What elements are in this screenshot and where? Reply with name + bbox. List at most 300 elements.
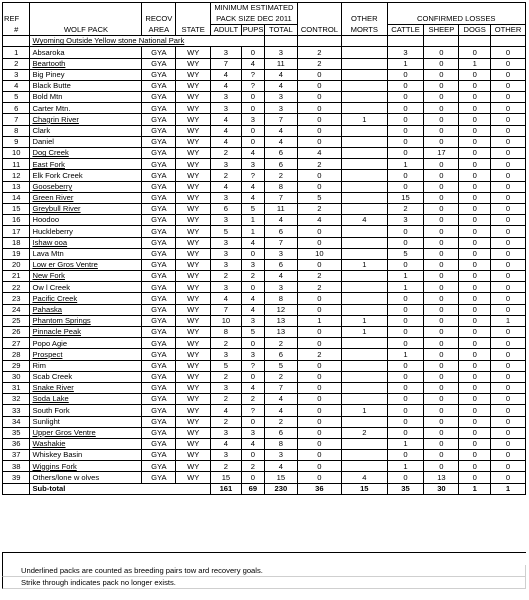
subtotal-dogs: 1	[459, 483, 491, 494]
area-cell-text: GYA	[151, 249, 167, 259]
pack-name-cell-text: New Fork	[32, 271, 65, 281]
area-cell-text: GYA	[151, 58, 167, 68]
cattle-cell-text: 0	[403, 327, 408, 337]
subtotal-total: 230	[264, 483, 297, 494]
sheep-cell	[424, 226, 459, 237]
adult-cell-text: 3	[223, 193, 229, 203]
control-cell	[297, 282, 341, 293]
pack-name-cell-text: Carter Mtn.	[32, 103, 71, 113]
total-cell-text: 4	[278, 70, 283, 80]
state-cell-text: WY	[187, 394, 200, 404]
pups-cell-text: 5	[250, 327, 255, 337]
other-cell-text: 0	[505, 137, 511, 147]
state-cell-text: WY	[187, 450, 200, 460]
pups-cell-text: ?	[250, 170, 255, 180]
ref-cell-text: 3	[14, 70, 19, 80]
ref-cell	[3, 237, 30, 248]
sheep-cell-text: 0	[439, 47, 444, 57]
dogs-cell	[459, 394, 491, 405]
ref-cell-text: 16	[12, 215, 21, 225]
sheep-cell	[424, 438, 459, 449]
dogs-cell-text: 0	[472, 181, 477, 191]
total-cell	[264, 371, 297, 382]
pack-name-cell-text: Elk Fork Creek	[32, 170, 83, 180]
ref-cell	[3, 69, 30, 80]
pack-name-cell	[30, 394, 142, 405]
total-cell-text: 13	[276, 327, 286, 337]
morts-cell	[342, 371, 387, 382]
pups-cell	[241, 293, 264, 304]
dogs-cell-text: 0	[472, 282, 477, 292]
table-row	[3, 58, 526, 69]
total-cell	[264, 125, 297, 136]
control-cell-text: 0	[317, 293, 322, 303]
cattle-cell	[387, 58, 424, 69]
ref-cell	[3, 438, 30, 449]
pups-cell-text: ?	[250, 405, 255, 415]
other-loss-header: OTHER	[491, 24, 526, 35]
pack-name-cell-text: Snake River	[32, 383, 74, 393]
pack-name-cell-text: Chagrin River	[32, 114, 79, 124]
total-cell	[264, 92, 297, 103]
table-row	[3, 237, 526, 248]
pups-cell	[241, 192, 264, 203]
ref-cell	[3, 203, 30, 214]
other-cell	[491, 349, 526, 360]
ref-cell	[3, 136, 30, 147]
state-header: STATE	[176, 24, 211, 35]
pups-cell-text: 3	[250, 159, 255, 169]
state-cell	[176, 416, 211, 427]
control-cell-text: 0	[317, 394, 322, 404]
area-cell-text: GYA	[151, 215, 167, 225]
cattle-cell-text: 0	[403, 428, 408, 438]
adult-cell-text: 7	[223, 58, 229, 68]
dogs-cell-text: 0	[472, 226, 477, 236]
ref-cell-text: 17	[12, 226, 21, 236]
state-cell-text: WY	[187, 405, 200, 415]
state-cell	[176, 394, 211, 405]
sheep-cell	[424, 293, 459, 304]
dogs-cell	[459, 427, 491, 438]
total-cell	[264, 203, 297, 214]
adult-cell-text: 3	[223, 159, 229, 169]
control-cell-text: 0	[317, 383, 322, 393]
ref-cell	[3, 349, 30, 360]
area-cell	[142, 382, 176, 393]
sheep-cell-text: 0	[439, 439, 444, 449]
other-cell	[491, 461, 526, 472]
table-row	[3, 248, 526, 259]
sheep-cell-text: 0	[439, 103, 444, 113]
sheep-cell	[424, 92, 459, 103]
dogs-cell	[459, 170, 491, 181]
cattle-cell-text: 1	[403, 349, 408, 359]
pack-name-cell-text: Big Piney	[32, 70, 65, 80]
adult-cell-text: 2	[223, 148, 229, 158]
adult-cell-text: 8	[223, 327, 229, 337]
total-cell-text: 7	[278, 114, 283, 124]
sheep-cell	[424, 327, 459, 338]
adult-cell	[211, 80, 242, 91]
adult-cell	[211, 293, 242, 304]
sheep-cell-text: 0	[439, 383, 444, 393]
ref-cell	[3, 80, 30, 91]
dogs-cell-text: 0	[472, 338, 477, 348]
pack-name-cell-text: South Fork	[32, 405, 70, 415]
area-cell-text: GYA	[151, 137, 167, 147]
other-cell	[491, 248, 526, 259]
control-cell	[297, 215, 341, 226]
morts-cell	[342, 259, 387, 270]
morts-cell	[342, 416, 387, 427]
cattle-cell	[387, 338, 424, 349]
pack-name-cell-text: Pahaska	[32, 304, 63, 314]
area-cell	[142, 181, 176, 192]
dogs-cell	[459, 450, 491, 461]
morts-cell	[342, 237, 387, 248]
state-cell-text: WY	[187, 103, 200, 113]
other-cell	[491, 181, 526, 192]
pack-name-cell	[30, 304, 142, 315]
control-cell-text: 2	[317, 47, 322, 57]
morts-cell	[342, 438, 387, 449]
state-cell-text: WY	[187, 349, 200, 359]
area-cell	[142, 136, 176, 147]
morts-cell	[342, 427, 387, 438]
state-cell	[176, 237, 211, 248]
total-cell-text: 4	[278, 394, 283, 404]
dogs-cell	[459, 103, 491, 114]
pack-name-cell	[30, 461, 142, 472]
table-row	[3, 80, 526, 91]
state-cell-text: WY	[187, 360, 200, 370]
ref-cell	[3, 114, 30, 125]
other-cell-text: 0	[505, 125, 511, 135]
pups-header: PUPS	[242, 25, 264, 35]
pups-cell	[241, 394, 264, 405]
total-cell	[264, 170, 297, 181]
sheep-cell-text: 0	[439, 327, 444, 337]
dogs-cell-text: 0	[472, 316, 477, 326]
other-cell	[491, 80, 526, 91]
control-cell-text: 2	[317, 282, 322, 292]
pups-cell	[241, 382, 264, 393]
pups-cell-text: 0	[250, 47, 255, 57]
adult-cell	[211, 327, 242, 338]
table-row	[3, 382, 526, 393]
state-cell	[176, 92, 211, 103]
sheep-cell	[424, 125, 459, 136]
adult-cell	[211, 304, 242, 315]
other-cell-text: 0	[505, 450, 511, 460]
other-cell	[491, 438, 526, 449]
control-cell-text: 0	[317, 103, 322, 113]
other-cell	[491, 416, 526, 427]
ref-cell	[3, 215, 30, 226]
morts-cell	[342, 215, 387, 226]
total-cell	[264, 69, 297, 80]
total-cell-text: 3	[278, 282, 283, 292]
cattle-cell	[387, 181, 424, 192]
control-cell	[297, 181, 341, 192]
other-cell-text: 0	[505, 260, 511, 270]
sheep-cell	[424, 405, 459, 416]
dogs-cell-text: 0	[472, 360, 477, 370]
sheep-cell	[424, 215, 459, 226]
dogs-cell-text: 0	[472, 349, 477, 359]
adult-cell-text: 2	[223, 271, 229, 281]
area-cell-text: GYA	[151, 47, 167, 57]
pups-cell	[241, 360, 264, 371]
state-cell-text: WY	[187, 327, 200, 337]
pups-cell	[241, 92, 264, 103]
pack-name-cell-text: Phantom Springs	[32, 316, 91, 326]
pack-name-cell-text: Soda Lake	[32, 394, 69, 404]
dogs-cell-text: 0	[472, 70, 477, 80]
other-cell-text: 0	[505, 81, 511, 91]
sheep-cell	[424, 461, 459, 472]
dogs-cell-text: 0	[472, 125, 477, 135]
pups-cell-text: 0	[250, 249, 255, 259]
pack-name-cell	[30, 237, 142, 248]
table-row	[3, 416, 526, 427]
other-cell	[491, 382, 526, 393]
cattle-cell-text: 15	[401, 193, 410, 203]
adult-cell	[211, 371, 242, 382]
cattle-cell-text: 0	[403, 450, 408, 460]
cattle-header: CATTLE	[387, 24, 424, 35]
pups-cell	[241, 114, 264, 125]
dogs-cell-text: 0	[472, 148, 477, 158]
cattle-cell-text: 1	[403, 282, 408, 292]
other-cell	[491, 203, 526, 214]
subtotal-label: Sub-total	[30, 483, 211, 494]
control-cell	[297, 461, 341, 472]
dogs-cell-text: 0	[472, 47, 477, 57]
morts-cell	[342, 293, 387, 304]
sheep-cell-text: 0	[439, 293, 444, 303]
adult-cell-text: 3	[223, 215, 229, 225]
pack-name-cell	[30, 472, 142, 483]
table-row	[3, 159, 526, 170]
total-cell	[264, 461, 297, 472]
cattle-cell	[387, 327, 424, 338]
morts-cell	[342, 271, 387, 282]
pack-name-cell-text: Washakie	[32, 439, 66, 449]
area-cell-text: GYA	[151, 428, 167, 438]
control-cell	[297, 148, 341, 159]
confirmed-losses-header: CONFIRMED LOSSES	[387, 13, 525, 24]
adult-cell-text: 4	[223, 114, 229, 124]
sheep-cell	[424, 114, 459, 125]
table-row	[3, 405, 526, 416]
dogs-cell-text: 0	[472, 103, 477, 113]
dogs-cell	[459, 136, 491, 147]
ref-cell	[3, 450, 30, 461]
other-cell	[491, 69, 526, 80]
control-cell	[297, 47, 341, 58]
pups-cell-text: 0	[250, 338, 255, 348]
ref-cell	[3, 159, 30, 170]
dogs-cell-text: 1	[472, 58, 477, 68]
pups-cell	[241, 271, 264, 282]
total-cell	[264, 327, 297, 338]
pack-name-cell	[30, 315, 142, 326]
cattle-cell-text: 0	[403, 316, 408, 326]
adult-cell	[211, 58, 242, 69]
control-cell-text: 0	[317, 304, 322, 314]
area-cell	[142, 304, 176, 315]
dogs-cell-text: 0	[472, 249, 477, 259]
pups-cell-text: 4	[250, 439, 255, 449]
total-cell	[264, 293, 297, 304]
area-cell	[142, 371, 176, 382]
pups-cell-text: ?	[250, 70, 255, 80]
area-cell-text: GYA	[151, 472, 167, 482]
cattle-cell	[387, 136, 424, 147]
pups-cell-text: 3	[250, 260, 255, 270]
total-cell-text: 13	[276, 316, 286, 326]
pack-name-cell-text: Wiggins Fork	[32, 461, 77, 471]
pups-cell-text: 0	[250, 450, 255, 460]
adult-cell	[211, 271, 242, 282]
morts-cell	[342, 405, 387, 416]
ref-cell	[3, 394, 30, 405]
area-cell-text: GYA	[151, 260, 167, 270]
dogs-cell-text: 0	[472, 193, 477, 203]
total-cell	[264, 427, 297, 438]
sheep-cell	[424, 371, 459, 382]
pack-name-cell	[30, 259, 142, 270]
state-cell-text: WY	[187, 237, 200, 247]
area-cell	[142, 315, 176, 326]
state-cell	[176, 282, 211, 293]
area-cell-text: GYA	[151, 204, 167, 214]
sheep-cell	[424, 282, 459, 293]
dogs-cell	[459, 248, 491, 259]
area-cell-text: GYA	[151, 282, 167, 292]
ref-header: REF	[3, 13, 30, 24]
subtotal-row	[3, 483, 526, 494]
state-cell-text: WY	[187, 137, 200, 147]
state-cell	[176, 58, 211, 69]
dogs-cell-text: 0	[472, 472, 477, 482]
pups-cell-text: 0	[250, 103, 255, 113]
adult-cell-text: 3	[223, 282, 229, 292]
area-cell-text: GYA	[151, 450, 167, 460]
pups-cell	[241, 349, 264, 360]
total-cell-text: 7	[278, 193, 283, 203]
area-cell-text: GYA	[151, 148, 167, 158]
pack-name-cell	[30, 282, 142, 293]
other-cell-text: 0	[505, 58, 511, 68]
cattle-cell-text: 1	[403, 461, 408, 471]
table-row	[3, 360, 526, 371]
adult-cell-text: 2	[223, 372, 229, 382]
morts-cell	[342, 327, 387, 338]
area-cell-text: GYA	[151, 271, 167, 281]
pups-cell-text: 4	[250, 304, 255, 314]
ref-cell-text: 34	[12, 416, 21, 426]
total-cell	[264, 315, 297, 326]
other-cell-text: 0	[505, 338, 511, 348]
adult-cell-text: 3	[223, 349, 229, 359]
ref-cell-text: 5	[14, 92, 19, 102]
dogs-cell-text: 0	[472, 271, 477, 281]
cattle-cell	[387, 47, 424, 58]
control-cell	[297, 259, 341, 270]
cattle-cell	[387, 192, 424, 203]
pack-name-cell-text: Huckleberry	[32, 226, 73, 236]
pups-cell	[241, 215, 264, 226]
dogs-cell	[459, 226, 491, 237]
ref-cell-text: 2	[14, 58, 19, 68]
sheep-cell-text: 0	[439, 372, 444, 382]
table-row	[3, 315, 526, 326]
adult-cell	[211, 181, 242, 192]
state-cell-text: WY	[187, 260, 200, 270]
pups-cell-text: 4	[250, 193, 255, 203]
total-cell-text: 11	[276, 204, 285, 214]
ref-cell	[3, 282, 30, 293]
adult-cell	[211, 148, 242, 159]
area-cell	[142, 226, 176, 237]
cattle-cell	[387, 304, 424, 315]
area-cell-text: GYA	[151, 237, 167, 247]
pups-cell	[241, 80, 264, 91]
wolf-pack-table	[2, 2, 526, 495]
sheep-cell-text: 0	[439, 215, 444, 225]
cattle-cell-text: 0	[403, 70, 408, 80]
other-cell-text: 0	[505, 103, 511, 113]
cattle-cell-text: 0	[403, 226, 408, 236]
ref-cell	[3, 382, 30, 393]
total-cell-text: 6	[278, 148, 283, 158]
adult-cell	[211, 170, 242, 181]
morts-cell	[342, 92, 387, 103]
other-cell-text: 0	[505, 439, 511, 449]
other-cell-text: 0	[505, 148, 511, 158]
total-cell	[264, 271, 297, 282]
total-cell	[264, 226, 297, 237]
dogs-cell	[459, 159, 491, 170]
total-cell-text: 8	[278, 293, 283, 303]
sheep-cell-text: 0	[439, 204, 444, 214]
cattle-cell	[387, 148, 424, 159]
morts-cell-text: 1	[362, 260, 367, 270]
pups-cell-text: 1	[250, 215, 255, 225]
ref-cell	[3, 103, 30, 114]
pups-cell-text: 4	[250, 293, 255, 303]
total-cell-text: 6	[278, 260, 283, 270]
table-row	[3, 47, 526, 58]
sheep-cell-text: 17	[437, 148, 446, 158]
sheep-cell-text: 0	[439, 405, 444, 415]
control-cell	[297, 438, 341, 449]
other-cell-text: 0	[505, 372, 511, 382]
area-cell	[142, 215, 176, 226]
subtotal-cattle: 35	[387, 483, 424, 494]
total-cell-text: 3	[278, 47, 283, 57]
other-cell	[491, 125, 526, 136]
pack-name-cell-text: Black Butte	[32, 81, 71, 91]
sheep-cell-text: 0	[439, 282, 444, 292]
state-cell	[176, 170, 211, 181]
other-cell	[491, 315, 526, 326]
area-cell	[142, 472, 176, 483]
area-header: AREA	[142, 24, 176, 35]
